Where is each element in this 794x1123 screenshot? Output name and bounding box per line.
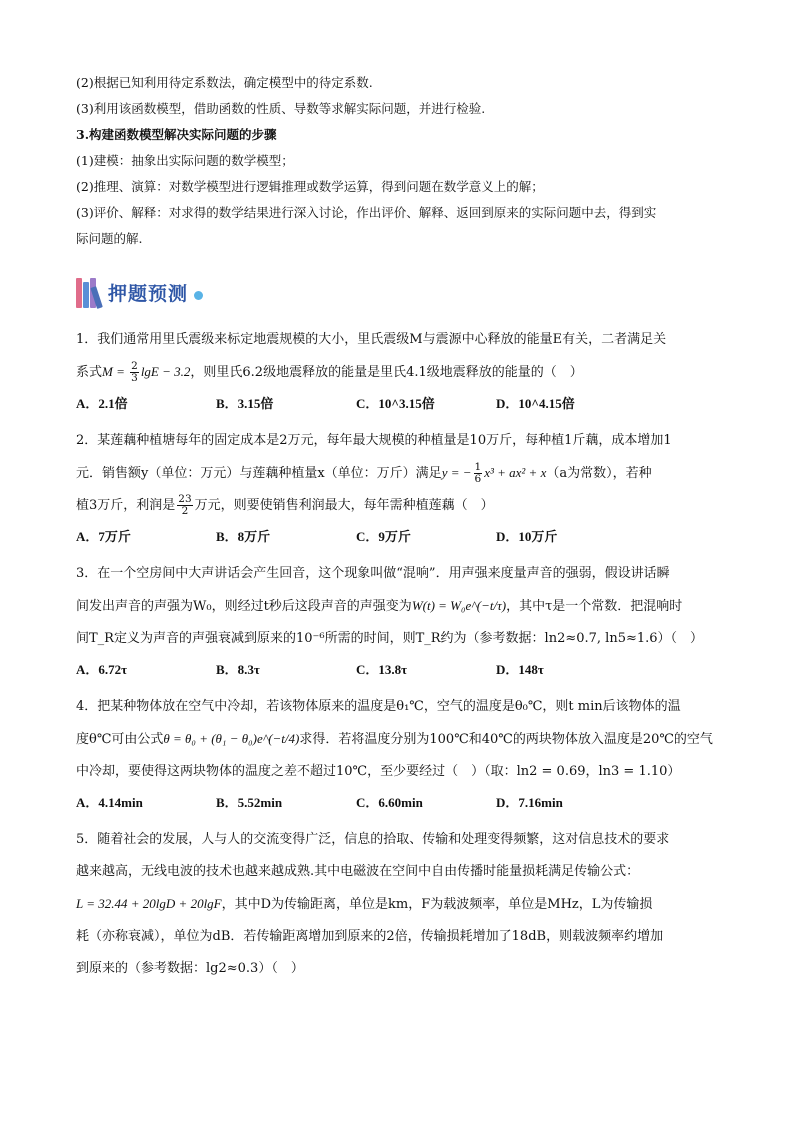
books-icon [76,276,104,308]
choice-a[interactable]: A．7万斤 [76,529,131,544]
intro-section [76,70,726,252]
choice-a[interactable]: A．2.1倍 [76,396,128,411]
choice-c[interactable]: C．13.8τ [356,662,408,677]
intro-line: (2)推理、演算：对数学模型进行逻辑推理或数学运算，得到问题在数学意义上的解； [76,179,544,194]
dot-icon [194,291,203,300]
choice-a[interactable]: A．6.72τ [76,662,128,677]
choice-c[interactable]: C．10^3.15倍 [356,396,435,411]
question-5 [76,824,726,985]
q3-line3: 间T_R定义为声音的声强衰减到原来的10⁻⁶所需的时间，则T_R约为（参考数据：ln2≈0.7, ln5≈1.6）（ ） [76,631,704,646]
question-1 [76,324,726,419]
q2-choices [76,522,726,552]
intro-line: (3)评价、解释：对求得的数学结果进行深入讨论，作出评价、解释、返回到原来的实际问题中去，得到实 [76,205,657,220]
question-3 [76,558,726,685]
choice-d[interactable]: D．10万斤 [496,529,558,544]
choice-b[interactable]: B．3.15倍 [216,396,274,411]
q1-choices [76,389,726,419]
question-4 [76,691,726,818]
intro-line: (1)建模：抽象出实际问题的数学模型； [76,153,294,168]
banner-title: 押题预测 [108,282,189,305]
q1-line1: 1．我们通常用里氏震级来标定地震规模的大小，里氏震级M与震源中心释放的能量E有关，二者满足关 [76,332,667,347]
choice-c[interactable]: C．6.60min [356,795,423,810]
section-banner [76,272,726,312]
q3-choices [76,655,726,685]
intro-line: (3)利用该函数模型，借助函数的性质、导数等求解实际问题，并进行检验. [76,101,486,116]
q4-choices [76,788,726,818]
q1-line2: 系式M = $\frac{2}{3}$ lgE − 3.2，则里氏6.2级地震释放的能量是里氏4.1级地震释放的能量的（ ） [76,360,583,384]
intro-line: 际问题的解. [76,231,143,246]
choice-d[interactable]: D．7.16min [496,795,563,810]
q3-line1: 3．在一个空房间中大声讲话会产生回音，这个现象叫做“混响”．用声强来度量声音的强弱，假设讲话瞬 [76,566,670,581]
intro-heading: 3.构建函数模型解决实际问题的步骤 [76,127,277,142]
fraction: $\frac{2}{3}$ [131,360,138,384]
document-page [76,70,726,991]
q4-line1: 4．把某种物体放在空气中冷却，若该物体原来的温度是θ₁℃，空气的温度是θ₀℃，则t min后该物体的温 [76,699,681,714]
choice-b[interactable]: B．8.3τ [216,662,260,677]
choice-b[interactable]: B．5.52min [216,795,283,810]
q5-line1: 5．随着社会的发展，人与人的交流变得广泛，信息的拾取、传输和处理变得频繁，这对信息技术的要求 [76,832,670,847]
q2-line3: 植3万斤，利润是 $\frac{23}{2}$ 万元，则要使销售利润最大，每年需种植莲藕（ ） [76,493,494,517]
q5-line3: L = 32.44 + 20lgD + 20lgF，其中D为传输距离，单位是km，F为载波频率，单位是MHz，L为传输损 [76,896,653,912]
choice-b[interactable]: B．8万斤 [216,529,271,544]
choice-c[interactable]: C．9万斤 [356,529,411,544]
choice-d[interactable]: D．148τ [496,662,544,677]
q2-line2: 元．销售额y（单位：万元）与莲藕种植量x（单位：万斤）满足y = − $\frac{1}{6}$ x³ + ax² + x（a为常数），若种 [76,461,652,485]
q5-line5: 到原来的（参考数据：lg2≈0.3）（ ） [76,961,304,976]
choice-d[interactable]: D．10^4.15倍 [496,396,575,411]
choice-a[interactable]: A．4.14min [76,795,143,810]
q4-line2: 度θ℃可由公式θ = θ₀ + (θ₁ − θ₀)e^(−t/4)求得．若将温度分别为100℃和40℃的两块物体放入温度是20℃的空气 [76,731,713,747]
q3-line2: 间发出声音的声强为W₀，则经过t秒后这段声音的声强变为W(t) = W₀e^(−t/τ)，其中τ是一个常数．把混响时 [76,598,683,614]
q4-line3: 中冷却，要使得这两块物体的温度之差不超过10℃，至少要经过（ ）（取：ln2 = 0.69，ln3 = 1.10） [76,764,681,779]
q5-line2: 越来越高，无线电波的技术也越来越成熟.其中电磁波在空间中自由传播时能量损耗满足传输公式： [76,864,640,879]
question-2 [76,425,726,552]
intro-line: (2)根据已知利用待定系数法，确定模型中的待定系数. [76,75,373,90]
fraction: $\frac{23}{2}$ [178,493,192,517]
q5-line4: 耗（亦称衰减），单位为dB．若传输距离增加到原来的2倍，传输损耗增加了18dB，则载波频率约增加 [76,929,664,944]
fraction: $\frac{1}{6}$ [474,461,482,485]
q2-line1: 2．某莲藕种植塘每年的固定成本是2万元，每年最大规模的种植量是10万斤，每种植1斤藕，成本增加1 [76,433,672,448]
